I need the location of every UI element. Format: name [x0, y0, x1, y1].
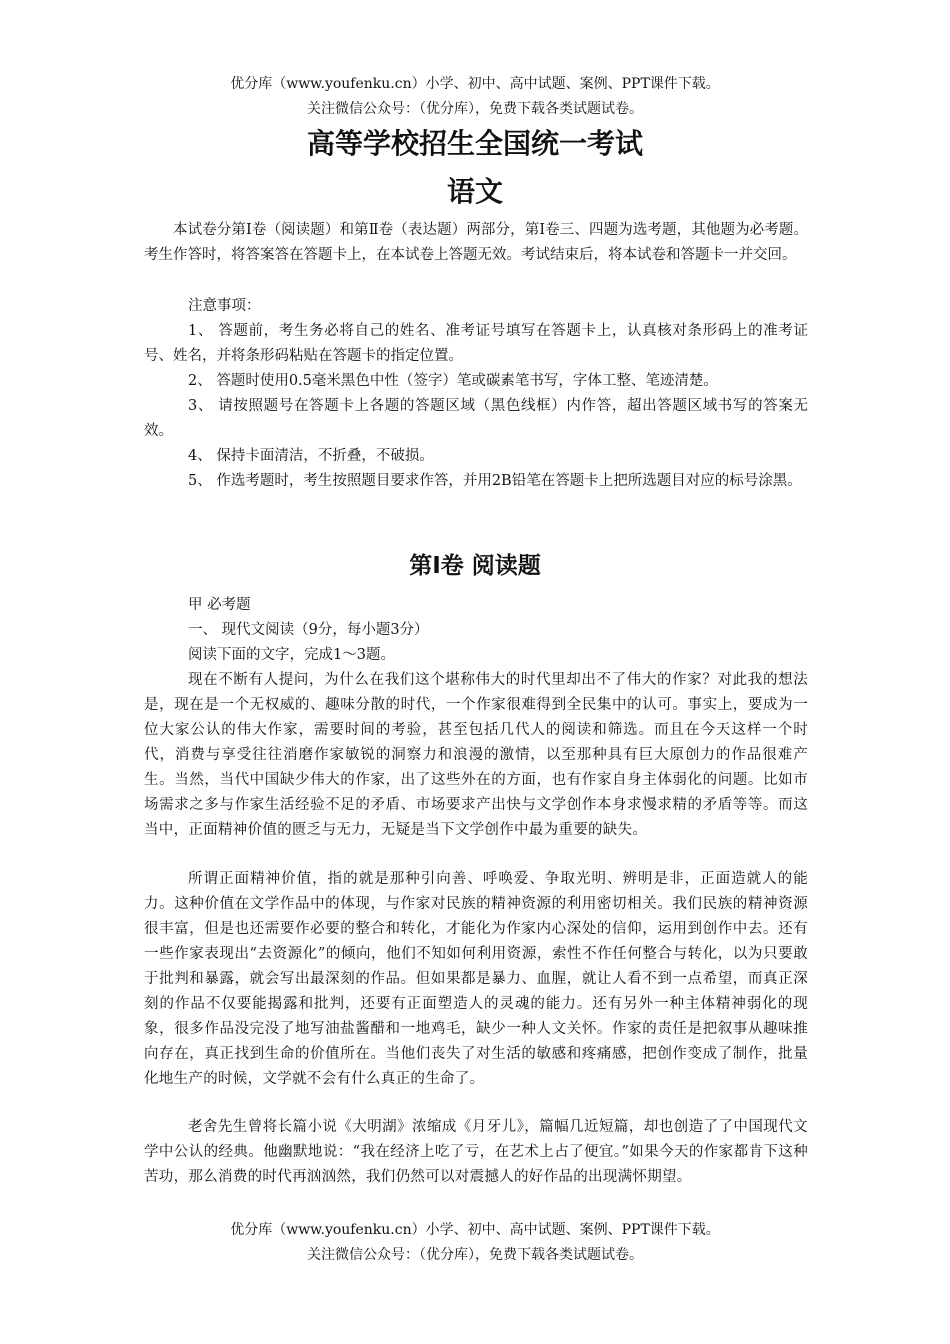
passage-paragraph-2: 所谓正面精神价值，指的就是那种引向善、呼唤爱、争取光明、辨明是非，正面造就人的能力。这种价值在文学作品中的体现，与作家对民族的精神资源的利用密切相关。我们民族的精神资源很丰富，但是也还需要作必要的整合和转化，才能化为作家内心深处的信仰，运用到创作中去。还有一些作家表现出“去资源化”的倾向，他们不知如何利用资源，索性不作任何整合与转化，以为只要敢于批判和暴露，就会写出最深刻的作品。但如果都是暴力、血腥，就让人看不到一点希望，而真正深刻的作品不仅要能揭露和批判，还要有正面塑造人的灵魂的能力。还有另外一种主体精神弱化的现象，很多作品没完没了地写油盐酱醋和一地鸡毛，缺少一种人文关怀。作家的责任是把叙事从趣味推向存在，真正找到生命的价值所在。当他们丧失了对生活的敏感和疼痛感，把创作变成了制作，批量化地生产的时候，文学就不会有什么真正的生命了。	[144, 871, 808, 1087]
note-item-4: 4、 保持卡面清洁，不折叠，不破损。	[188, 448, 434, 464]
reading-instruction: 阅读下面的文字，完成1～3题。	[188, 647, 395, 663]
passage-paragraph-1: 现在不断有人提问，为什么在我们这个堪称伟大的时代里却出不了伟大的作家？对此我的想法是，现在是一个无权威的、趣味分散的时代，一个作家很难得到全民集中的认可。事实上，要成为一位大家公认的伟大作家，需要时间的考验，甚至包括几代人的阅读和筛选。而且在今天这样一个时代，消费与享受往往消磨作家敏锐的洞察力和浪漫的激情，以至那种具有巨大原创力的作品很难产生。当然，当代中国缺少伟大的作家，出了这些外在的方面，也有作家自身主体弱化的问题。比如市场需求之多与作家生活经验不足的矛盾、市场要求产出快与文学创作本身求慢求精的矛盾等等。而这当中，正面精神价值的匮乏与无力，无疑是当下文学创作中最为重要的缺失。	[144, 672, 808, 838]
notes-heading: 注意事项：	[188, 298, 261, 314]
header-line-2: 关注微信公众号：（优分库），免费下载各类试题试卷。	[307, 101, 643, 117]
note-item-5: 5、 作选考题时，考生按照题目要求作答，并用2B铅笔在答题卡上把所选题目对应的标号涂黑。	[188, 473, 802, 489]
footer-line-2: 关注微信公众号：（优分库），免费下载各类试题试卷。	[307, 1247, 643, 1263]
section-title: 第Ⅰ卷 阅读题	[409, 553, 541, 579]
intro-paragraph: 本试卷分第Ⅰ卷（阅读题）和第Ⅱ卷（表达题）两部分，第Ⅰ卷三、四题为选考题，其他题为必考题。考生作答时，将答案答在答题卡上，在本试卷上答题无效。考试结束后，将本试卷和答题卡一并交回。	[144, 222, 808, 263]
passage-paragraph-3: 老舍先生曾将长篇小说《大明湖》浓缩成《月牙儿》，篇幅几近短篇，却也创造了了中国现代文学中公认的经典。他幽默地说：“我在经济上吃了亏，在艺术上占了便宜。”如果今天的作家都肯下这种苦功，那么消费的时代再汹汹然，我们仍然可以对震撼人的好作品的出现满怀期望。	[144, 1119, 808, 1185]
note-item-2: 2、 答题时使用0.5毫米黑色中性（签字）笔或碳素笔书写，字体工整、笔迹清楚。	[188, 373, 718, 389]
question-heading: 一、 现代文阅读（9分，每小题3分）	[188, 622, 429, 638]
exam-title: 高等学校招生全国统一考试	[306, 127, 643, 160]
note-item-3: 3、 请按照题号在答题卡上各题的答题区域（黑色线框）内作答，超出答题区域书写的答案无效。	[144, 398, 808, 439]
header-line-1: 优分库（www.youfenku.cn）小学、初中、高中试题、案例、PPT课件下载。	[230, 76, 720, 92]
footer-line-1: 优分库（www.youfenku.cn）小学、初中、高中试题、案例、PPT课件下载。	[230, 1222, 720, 1238]
note-item-1: 1、 答题前，考生务必将自己的姓名、准考证号填写在答题卡上，认真核对条形码上的准考证号、姓名，并将条形码粘贴在答题卡的指定位置。	[144, 323, 808, 364]
subject-title: 语文	[446, 175, 503, 208]
part-label: 甲 必考题	[188, 597, 251, 613]
